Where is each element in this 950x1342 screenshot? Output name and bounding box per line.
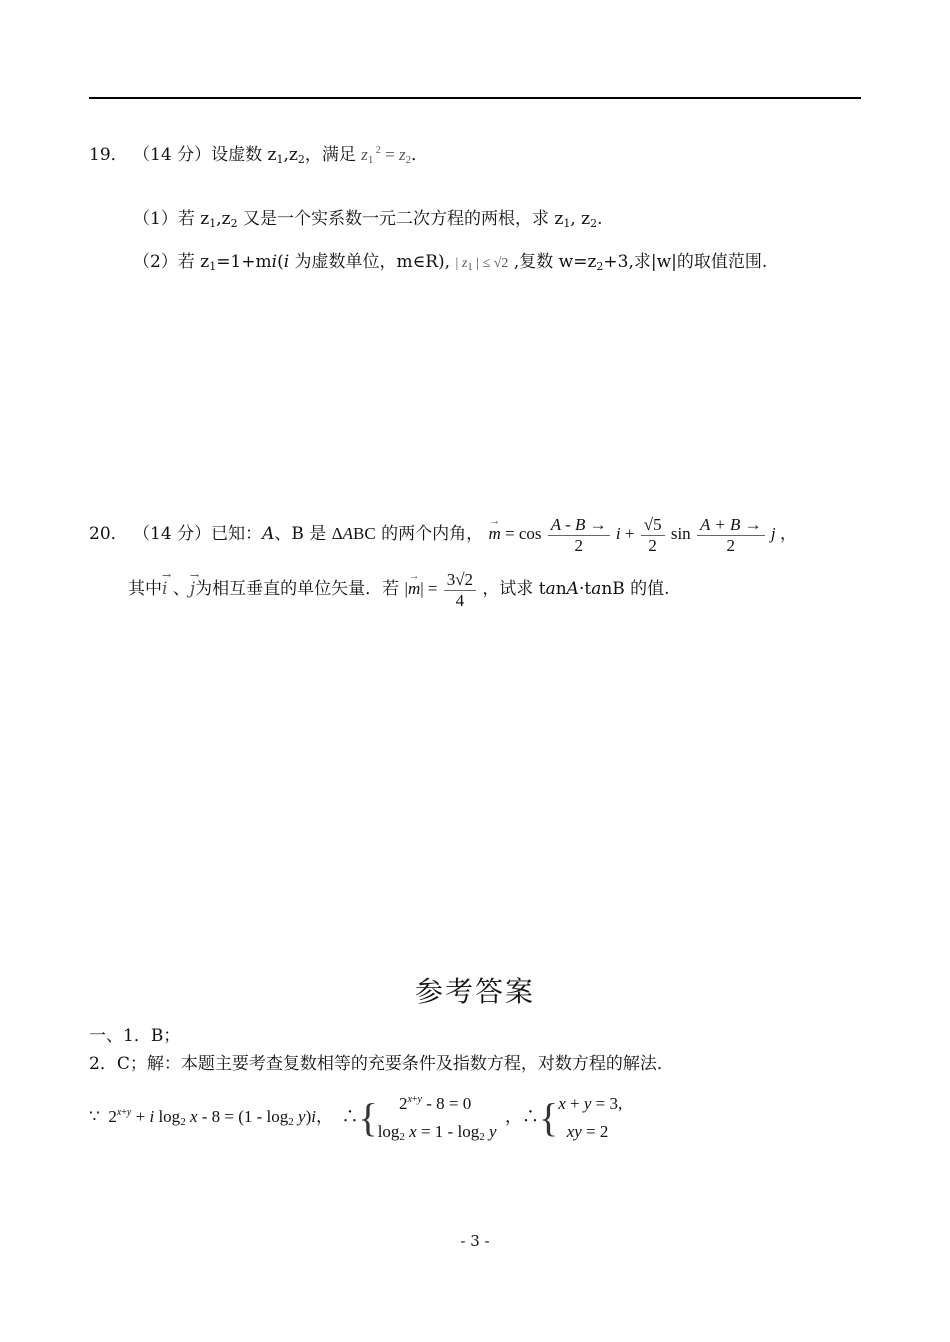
- answer-title: 参考答案: [414, 975, 535, 1008]
- answer-2: 2．C；解：本题主要考查复数相等的充要条件及指数方程，对数方程的解法．: [89, 1054, 674, 1074]
- q19-modulus-condition: | $z_1$ | ≤ √2: [455, 256, 509, 273]
- q19-condition-formula: $z_1$ $^2 = z_2$: [361, 145, 412, 166]
- answer-1: 一、1．B；: [89, 1026, 181, 1046]
- q20-stem-line: 20． （14 分）已知：A、B 是 ΔABC 的两个内角， m → = cos $\frac{A - B \to}{2}$ i + $\frac{√5}{2}$ sin $\frac{A + B \to}{2}$ j ，: [89, 514, 797, 555]
- header-rule: [89, 97, 861, 99]
- q19-number: 19．: [89, 145, 128, 165]
- page-number: - 3 -: [460, 1232, 490, 1250]
- answer-2-derivation: ∵ $2^{x+y} + i$ $\log_2 x - 8 = (1 - \log_2 y)i$， ∴{ $2^{x+y} - 8 = 0$ $\log_2 x = 1 - \log_2 y$ ，∴{x + y = 3, xy = 2: [89, 1090, 622, 1146]
- system-2: x + y = 3, xy = 2: [558, 1094, 623, 1141]
- q20-score: （14 分）: [133, 524, 212, 544]
- q20-vector-formula: m → = cos $\frac{A - B \to}{2}$ i + $\frac{√5}{2}$ sin $\frac{A + B \to}{2}$ j: [488, 514, 776, 555]
- q20-modulus-formula: |m → | = $\frac{3√2}{4}$: [405, 579, 483, 598]
- q19-stem-line: 19． （14 分）设虚数 $z_1,z_2$，满足 $z_1$ $^2 = z_2$．: [89, 145, 429, 166]
- q19-part2: （2）若 $z_1=1+mi(i$ 为虚数单位，m∈R), | $z_1$ | ≤ √2 ,复数 $w=z_2+3$,求|w|的取值范围.: [133, 252, 768, 273]
- system-1: $2^{x+y} - 8 = 0$ $\log_2 x = 1 - \log_2 y$: [377, 1094, 497, 1143]
- q20-number: 20．: [89, 524, 128, 544]
- q19-part1: （1）若 $z_1,z_2$ 又是一个实系数一元二次方程的两根，求 $z_1$, $z_2$.: [133, 209, 603, 230]
- q19-score: （14 分）: [133, 145, 212, 165]
- q20-line2: 其中i → 、j → 为相互垂直的单位矢量．若 |m → | = $\frac{3√2}{4}$ ，试求 tanA·tanB 的值.: [128, 569, 670, 610]
